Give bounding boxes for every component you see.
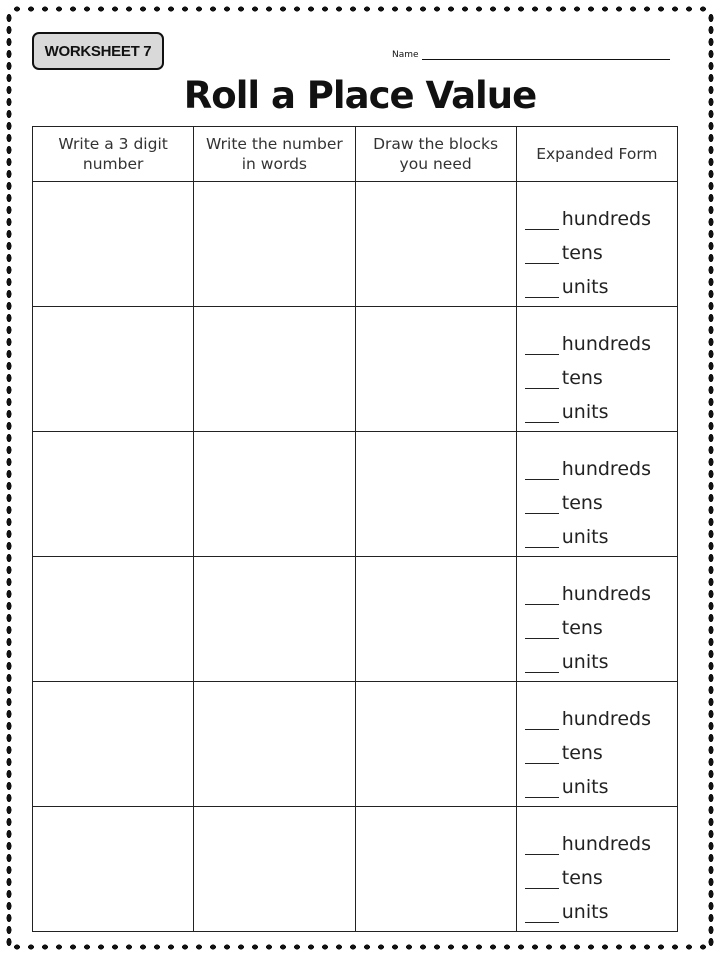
words-cell[interactable] [194, 557, 355, 682]
hundreds-label: hundreds [561, 833, 651, 855]
units-label: units [561, 276, 609, 298]
answer-blank[interactable] [525, 834, 559, 855]
words-cell[interactable] [194, 307, 355, 432]
blocks-cell[interactable] [355, 807, 516, 932]
expanded-units-line [525, 264, 677, 298]
expanded-units-line [525, 389, 677, 423]
table-row [33, 557, 678, 682]
expanded-tens-line [525, 730, 677, 764]
words-cell[interactable] [194, 182, 355, 307]
units-label: units [561, 901, 609, 923]
tens-label: tens [561, 742, 603, 764]
tens-label: tens [561, 492, 603, 514]
units-label: units [561, 651, 609, 673]
worksheet-table [32, 126, 678, 932]
number-cell[interactable] [33, 682, 194, 807]
units-label: units [561, 776, 609, 798]
page-border-bottom [10, 944, 710, 950]
page-border-right [706, 12, 716, 946]
hundreds-label: hundreds [561, 208, 651, 230]
answer-blank[interactable] [525, 584, 559, 605]
answer-blank[interactable] [525, 209, 559, 230]
number-cell[interactable] [33, 182, 194, 307]
units-label: units [561, 401, 609, 423]
units-label: units [561, 526, 609, 548]
answer-blank[interactable] [525, 743, 559, 764]
page-border-top [10, 6, 710, 12]
table-row [33, 807, 678, 932]
column-header: Write the number in words [194, 127, 355, 182]
name-field[interactable] [392, 48, 670, 60]
hundreds-label: hundreds [561, 708, 651, 730]
number-cell[interactable] [33, 432, 194, 557]
blocks-cell[interactable] [355, 557, 516, 682]
answer-blank[interactable] [525, 777, 559, 798]
answer-blank[interactable] [525, 618, 559, 639]
blocks-cell[interactable] [355, 432, 516, 557]
worksheet-badge: WORKSHEET 7 [32, 32, 164, 70]
expanded-hundreds-line [525, 196, 677, 230]
tens-label: tens [561, 867, 603, 889]
number-cell[interactable] [33, 557, 194, 682]
answer-blank[interactable] [525, 709, 559, 730]
expanded-units-line [525, 639, 677, 673]
expanded-units-line [525, 514, 677, 548]
table-row [33, 182, 678, 307]
expanded-form-cell [516, 307, 677, 432]
page-border-left [4, 12, 14, 946]
hundreds-label: hundreds [561, 458, 651, 480]
expanded-tens-line [525, 230, 677, 264]
expanded-tens-line [525, 355, 677, 389]
answer-blank[interactable] [525, 402, 559, 423]
answer-blank[interactable] [525, 493, 559, 514]
expanded-tens-line [525, 855, 677, 889]
header-row [33, 127, 678, 182]
page-title: Roll a Place Value [183, 74, 537, 117]
answer-blank[interactable] [525, 334, 559, 355]
hundreds-label: hundreds [561, 583, 651, 605]
table-row [33, 682, 678, 807]
expanded-form-cell [516, 182, 677, 307]
blocks-cell[interactable] [355, 682, 516, 807]
answer-blank[interactable] [525, 277, 559, 298]
expanded-tens-line [525, 480, 677, 514]
answer-blank[interactable] [525, 902, 559, 923]
blocks-cell[interactable] [355, 182, 516, 307]
answer-blank[interactable] [525, 868, 559, 889]
words-cell[interactable] [194, 682, 355, 807]
expanded-hundreds-line [525, 821, 677, 855]
tens-label: tens [561, 617, 603, 639]
answer-blank[interactable] [525, 243, 559, 264]
expanded-units-line [525, 889, 677, 923]
number-cell[interactable] [33, 807, 194, 932]
expanded-form-cell [516, 682, 677, 807]
column-header: Expanded Form [516, 127, 677, 182]
expanded-form-cell [516, 807, 677, 932]
expanded-tens-line [525, 605, 677, 639]
expanded-hundreds-line [525, 696, 677, 730]
column-header: Write a 3 digit number [33, 127, 194, 182]
expanded-hundreds-line [525, 571, 677, 605]
expanded-hundreds-line [525, 446, 677, 480]
answer-blank[interactable] [525, 652, 559, 673]
number-cell[interactable] [33, 307, 194, 432]
blocks-cell[interactable] [355, 307, 516, 432]
table-row [33, 432, 678, 557]
expanded-form-cell [516, 432, 677, 557]
hundreds-label: hundreds [561, 333, 651, 355]
name-line[interactable] [422, 48, 670, 60]
words-cell[interactable] [194, 807, 355, 932]
name-label: Name [392, 50, 419, 60]
answer-blank[interactable] [525, 459, 559, 480]
expanded-form-cell [516, 557, 677, 682]
expanded-units-line [525, 764, 677, 798]
table-row [33, 307, 678, 432]
answer-blank[interactable] [525, 368, 559, 389]
words-cell[interactable] [194, 432, 355, 557]
tens-label: tens [561, 367, 603, 389]
expanded-hundreds-line [525, 321, 677, 355]
tens-label: tens [561, 242, 603, 264]
column-header: Draw the blocks you need [355, 127, 516, 182]
answer-blank[interactable] [525, 527, 559, 548]
